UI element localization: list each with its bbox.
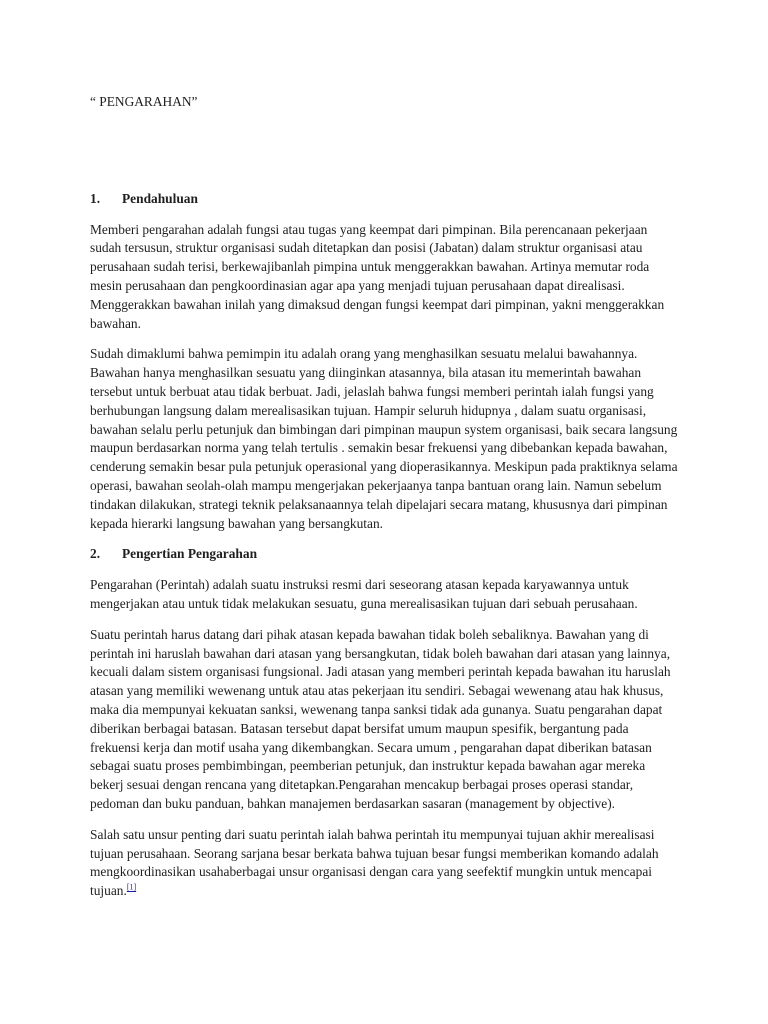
document-page xyxy=(90,93,680,913)
footnote-link[interactable]: [1] xyxy=(126,882,137,892)
paragraph-last xyxy=(90,826,680,901)
paragraph: Memberi pengarahan adalah fungsi atau tugas yang keempat dari pimpinan. Bila perencanaan pekerjaan sudah tersusun, struktur organisasi sudah ditetapkan dan posisi (Jabatan) dalam struktur organisasi atau perusahaan sudah terisi, berkewajibanlah pimpina untuk menggerakkan bawahan. Artinya memutar roda mesin perusahaan dan pengkoordinasian agar apa yang menjadi tujuan perusahaan dapat direalisasi. Menggerakkan bawahan inilah yang dimaksud dengan fungsi keempat dari pimpinan, yakni menggerakkan bawahan. xyxy=(90,221,665,331)
paragraph: Suatu perintah harus datang dari pihak atasan kepada bawahan tidak boleh sebaliknya. Bawahan yang di perintah ini haruslah bawahan dari atasan yang bersangkutan, tidak boleh bawahan dari atasan yang lainnya, kecuali dalam sistem organisasi fungsional. Jadi atasan yang memberi perintah kepada bawahan itu haruslah atasan yang memiliki wewenang untuk atau atas pekerjaan itu sendiri. Sebagai wewenang atau hak khusus, maka dia mempunyai kekuatan sanksi, wewenang tanpa sanksi tidak ada gunanya. Suatu pengarahan dapat diberikan berbagai batasan. Batasan tersebut dapat bersifat umum maupun spesifik, bergantung pada frekuensi kerja dan motif usaha yang dikembangkan. Secara umum , pengarahan dapat diberikan batasan sebagai suatu proses pembimbingan, peemberian petunjuk, dan instruktur kepada bawahan agar mereka bekerj sesuai dengan rencana yang ditetapkan.Pengarahan mencakup berbagai proses operasi standar, pedoman dan buku panduan, bahkan manajemen berdasarkan sasaran (management by objective). xyxy=(90,626,671,811)
section-number: 1. xyxy=(90,190,101,206)
section-heading xyxy=(90,545,680,564)
paragraph-text: Salah satu unsur penting dari suatu perintah ialah bahwa perintah itu mempunyai tujuan akhir merealisasi tujuan perusahaan. Seorang sarjana besar berkata bahwa tujuan besar fungsi memberikan komando adalah mengkoordinasikan usahaberbagai unsur organisasi dengan cara yang seefektif mungkin untuk mencapai tujuan. xyxy=(90,826,659,899)
section-title: Pengertian Pengarahan xyxy=(122,546,258,562)
section-number: 2. xyxy=(90,546,101,562)
section-heading xyxy=(90,190,680,209)
section-pendahuluan xyxy=(90,190,680,534)
paragraph: Pengarahan (Perintah) adalah suatu instruksi resmi dari seseorang atasan kepada karyawannya untuk mengerjakan atau untuk tidak melakukan sesuatu, guna merealisasikan tujuan dari sebuah perusahaan. xyxy=(90,577,638,611)
paragraph: Sudah dimaklumi bahwa pemimpin itu adalah orang yang menghasilkan sesuatu melalui bawahannya. Bawahan hanya menghasilkan sesuatu yang diinginkan atasannya, bila atasan itu memerintah bawahan tersebut untuk berbuat atau tidak berbuat. Jadi, jelaslah bahwa fungsi memberi perintah ialah fungsi yang berhubungan langsung dalam merealisasikan tujuan. Hampir seluruh hidupnya , dalam suatu organisasi, bawahan selalu perlu petunjuk dan bimbingan dari pimpinan maupun system organisasi, baik secara langsung maupun berdasarkan norma yang telah tertulis . semakin besar frekuensi yang dibebankan kepada bawahan, cenderung semakin besar pula petunjuk operasional yang dioperasikannya. Meskipun pada praktiknya selama operasi, bawahan seolah-olah mampu mengerjakan pekerjaanya tanpa bantuan orang lain. Namun sebelum tindakan dilakukan, strategi teknik pelaksanaannya telah dipelajari secara matang, khususnya dari pimpinan kepada hierarki langsung bawahan yang bersangkutan. xyxy=(90,346,678,531)
document-title: “ PENGARAHAN” xyxy=(90,94,198,109)
section-pengertian-pengarahan xyxy=(90,545,680,901)
section-title: Pendahuluan xyxy=(122,190,198,206)
